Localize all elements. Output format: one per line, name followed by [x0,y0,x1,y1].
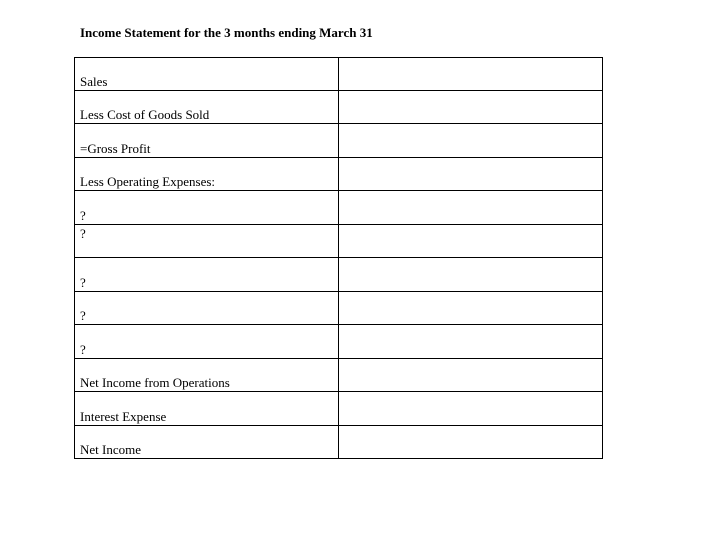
row-value-cell[interactable] [339,58,603,91]
statement-title: Income Statement for the 3 months ending March 31 [80,25,373,40]
row-label: Interest Expense [80,409,167,424]
row-label-cell [75,158,339,191]
table-row [75,124,603,158]
table-row [75,58,603,91]
row-label: Net Income [80,442,142,457]
table-row [75,91,603,124]
row-value-cell[interactable] [339,426,603,459]
table-row [75,225,603,258]
row-value-cell[interactable] [339,191,603,225]
row-label-cell [75,392,339,426]
table-row [75,292,603,325]
row-value [339,457,602,458]
row-value-cell[interactable] [339,325,603,359]
table-row [75,426,603,459]
row-label-cell [75,91,339,124]
table-row [75,191,603,225]
table-row [75,359,603,392]
row-value-cell[interactable] [339,392,603,426]
row-label-cell [75,124,339,158]
row-value-cell[interactable] [339,359,603,392]
table-row [75,258,603,292]
row-value-cell[interactable] [339,91,603,124]
income-statement-table [74,57,603,459]
table-row [75,392,603,426]
row-label: Sales [80,74,108,89]
row-label: ? [80,226,86,241]
row-label-cell [75,191,339,225]
table-row [75,158,603,191]
row-value-cell[interactable] [339,124,603,158]
table-row [75,325,603,359]
row-label: ? [80,208,86,223]
row-label: Less Cost of Goods Sold [80,107,210,122]
row-label-cell [75,58,339,91]
row-label-cell [75,325,339,359]
row-value-cell[interactable] [339,258,603,292]
row-label: ? [80,342,86,357]
row-value-cell[interactable] [339,158,603,191]
row-label-cell [75,426,339,459]
row-label-cell [75,359,339,392]
row-label: ? [80,308,86,323]
row-label: Less Operating Expenses: [80,174,216,189]
row-label-cell [75,258,339,292]
row-label: Net Income from Operations [80,375,230,390]
row-value-cell[interactable] [339,292,603,325]
row-label-cell [75,292,339,325]
row-label: ? [80,275,86,290]
row-label: =Gross Profit [80,141,151,156]
row-label-cell [75,225,339,258]
row-value-cell[interactable] [339,225,603,258]
